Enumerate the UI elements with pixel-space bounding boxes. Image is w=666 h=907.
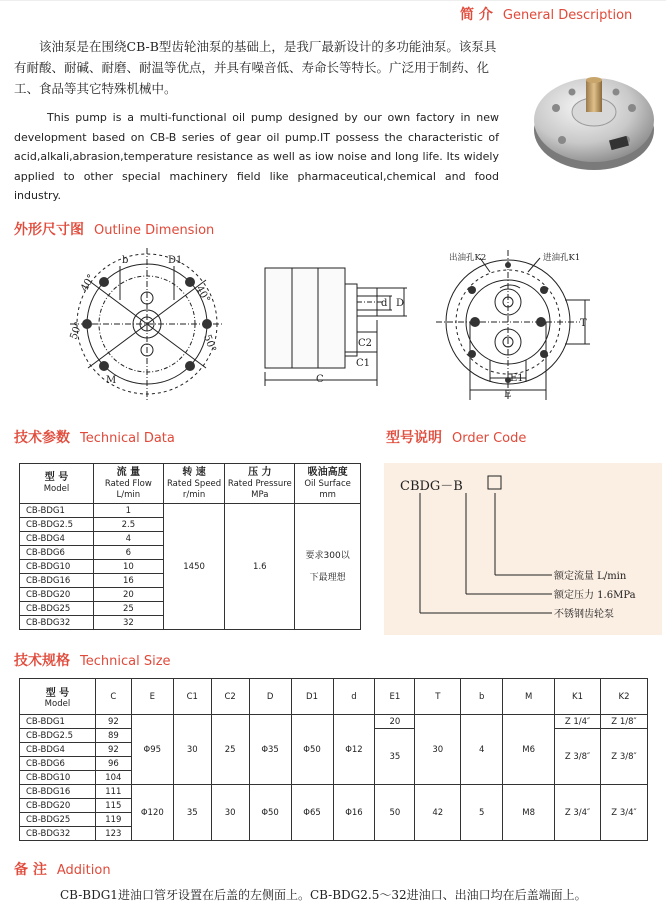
- table-row: CB-BDG1 1 1450 1.6 要求300以 下最理想: [20, 504, 361, 518]
- size-title-en: Technical Size: [80, 654, 171, 669]
- order-label-pressure: 额定压力 1.6MPa: [554, 590, 636, 601]
- technical-size-table: [19, 678, 648, 841]
- th-flow: 流 量 Rated Flow L/min: [93, 464, 163, 504]
- label-C: C: [316, 374, 324, 385]
- title-en: General Description: [502, 8, 633, 23]
- pressure-cell: 1.6: [225, 504, 295, 630]
- size-header-row: 型 号 Model C E C1 C2 D D1 d E1 T b M K1 K2: [20, 679, 648, 715]
- order-label-flow: 额定流量 L/min: [554, 571, 627, 582]
- tech-title-cn: 技术参数: [14, 430, 70, 446]
- table-row: CB-BDG6 6: [20, 546, 361, 560]
- order-label-type: 不锈钢齿轮泵: [554, 609, 614, 620]
- speed-cell: 1450: [163, 504, 225, 630]
- th-pressure: 压 力 Rated Pressure MPa: [225, 464, 295, 504]
- general-description-title: [460, 4, 632, 24]
- addition-title-cn: 备 注: [14, 862, 47, 878]
- label-C2: C2: [358, 338, 373, 349]
- label-T: T: [580, 318, 587, 329]
- label-40a: 40°: [79, 272, 98, 294]
- side-view: [265, 268, 407, 386]
- title-cn: 简 介: [460, 7, 493, 23]
- description-en: This pump is a multi-functional oil pump designed by our own factory in new development based on CB-B series of gear oil pump.IT possess the characteristic of acid,alkali,abrasion,temperature resistance as well as iow noise and long life. Its widely applied to other special machinery field like pharmaceutical,chemical and food industry.: [14, 111, 499, 202]
- addition-title-en: Addition: [56, 863, 111, 878]
- label-inlet: 进油孔K1: [543, 253, 581, 263]
- description-cn: 该油泵是在围绕CB-B型齿轮油泵的基础上，是我厂最新设计的多功能油泵。该泵具有耐酸、耐碱、耐磨、耐温等优点，并具有噪音低、寿命长等特长。广泛用于制药、化工、食品等其它特殊机械中。: [14, 39, 497, 96]
- size-title-cn: 技术规格: [14, 653, 70, 669]
- table-row: CB-BDG10 104: [20, 771, 648, 785]
- label-D: D: [396, 298, 405, 309]
- table-row: CB-BDG4 92: [20, 743, 648, 757]
- pump-photo: [532, 60, 656, 172]
- oil-surface-cell: 要求300以 下最理想: [295, 504, 361, 630]
- table-row: CB-BDG16 111 Φ120 35 30 Φ50 Φ65 Φ16 50 42 5 M8 Z 3/4″ Z 3/4″: [20, 785, 648, 799]
- label-D1: D1: [168, 255, 183, 266]
- label-C1: C1: [356, 358, 371, 369]
- front-view-left: [70, 248, 224, 400]
- table-row: CB-BDG20 115: [20, 799, 648, 813]
- technical-data-title: [14, 427, 175, 447]
- table-row: CB-BDG32 123: [20, 827, 648, 841]
- order-code-title: [386, 427, 526, 447]
- outline-dimension-title: [14, 219, 214, 239]
- outline-title-en: Outline Dimension: [94, 223, 215, 238]
- label-50a: 50°: [68, 320, 85, 342]
- table-row: CB-BDG2.5 89 35 Z 3/8″ Z 3/8″: [20, 729, 648, 743]
- order-code-text: CBDG－B: [400, 479, 463, 494]
- technical-data-table: [19, 463, 361, 630]
- addition-text: CB-BDG1进油口管牙设置在后盖的左侧面上。CB-BDG2.5～32进油口、出油口均在后盖端面上。: [60, 888, 587, 902]
- label-50b: 50°: [201, 333, 218, 354]
- table-row: CB-BDG10 10: [20, 560, 361, 574]
- order-code-box: [384, 463, 662, 635]
- label-M: M: [106, 375, 117, 386]
- top-border: [0, 0, 666, 1]
- tech-header-row: [20, 464, 361, 504]
- tech-title-en: Technical Data: [80, 431, 175, 446]
- outline-title-cn: 外形尺寸图: [14, 222, 84, 238]
- label-E1: E1: [510, 373, 524, 384]
- table-row: CB-BDG4 4: [20, 532, 361, 546]
- label-b: b: [122, 255, 129, 266]
- addition-title: [14, 859, 111, 879]
- table-row: CB-BDG25 25: [20, 602, 361, 616]
- th-size-model: 型 号 Model: [20, 679, 96, 715]
- label-E: E: [504, 389, 512, 400]
- table-row: CB-BDG2.5 2.5: [20, 518, 361, 532]
- label-outlet: 出油孔K2: [449, 253, 487, 263]
- th-model: 型 号 Model: [20, 464, 94, 504]
- table-row: CB-BDG1 92 Φ95 30 25 Φ35 Φ50 Φ12 20 30 4 M6 Z 1/4″ Z 1/8″: [20, 715, 648, 729]
- table-row: CB-BDG32 32: [20, 616, 361, 630]
- table-row: CB-BDG25 119: [20, 813, 648, 827]
- table-row: CB-BDG6 96: [20, 757, 648, 771]
- outline-drawings: [0, 240, 666, 410]
- label-d: d: [381, 298, 388, 309]
- order-title-en: Order Code: [452, 431, 527, 446]
- th-oil-surface: 吸油高度 Oil Surface mm: [295, 464, 361, 504]
- table-row: CB-BDG20 20: [20, 588, 361, 602]
- label-40b: 40°: [193, 284, 212, 305]
- th-speed: 转 速 Rated Speed r/min: [163, 464, 225, 504]
- table-row: CB-BDG16 16: [20, 574, 361, 588]
- order-code-leaders: [384, 463, 662, 635]
- technical-size-title: [14, 650, 171, 670]
- order-title-cn: 型号说明: [386, 430, 442, 446]
